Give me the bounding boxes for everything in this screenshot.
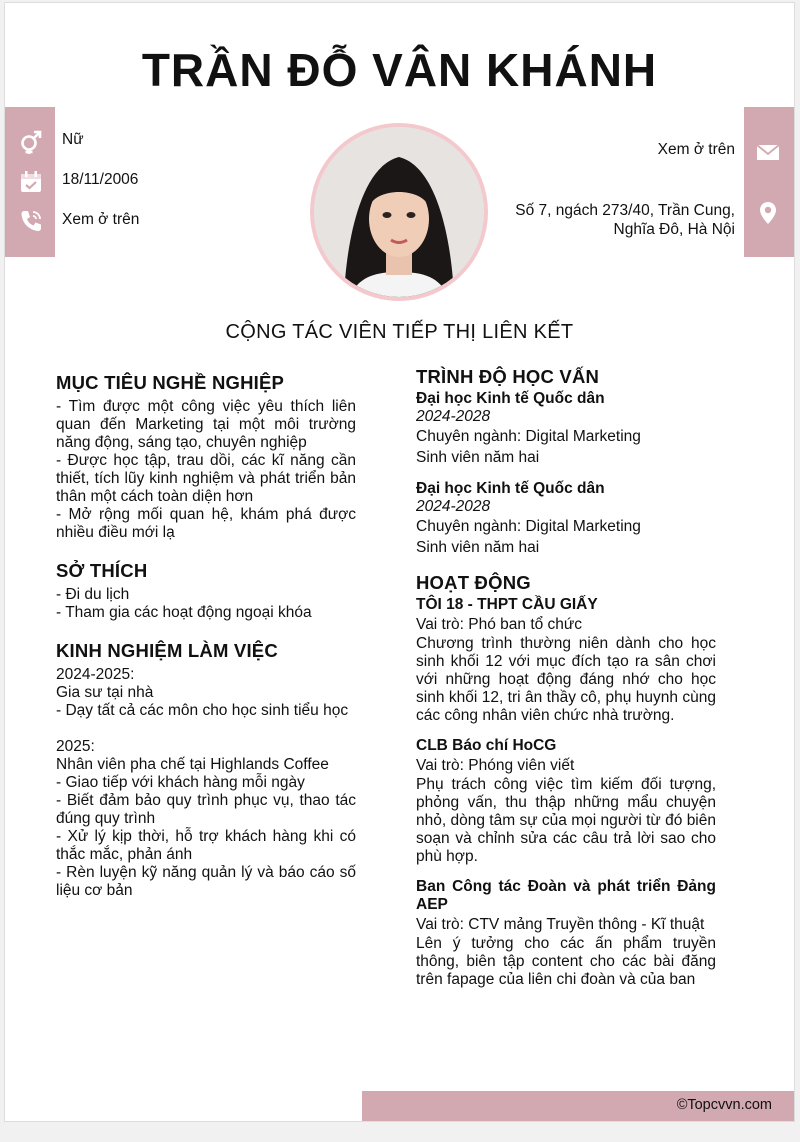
address-line-2: Nghĩa Đô, Hà Nội — [613, 221, 735, 238]
phone-icon — [18, 208, 44, 234]
job-detail: - Rèn luyện kỹ năng quản lý và báo cáo số liệu cơ bản — [56, 864, 356, 899]
activity-desc: Phụ trách công việc tìm kiếm đối tượng, phỏng vấn, thu thập những mẩu chuyện nhỏ, dòng tâm sự của mọi người từ đó biên soạn và chỉnh sửa các câu trả lời sao cho phù hợp. — [416, 776, 716, 865]
job-detail: - Xử lý kịp thời, hỗ trợ khách hàng khi có thắc mắc, phản ánh — [56, 828, 356, 863]
education-period: 2024-2028 — [416, 408, 491, 425]
hobbies-title: SỞ THÍCH — [56, 560, 148, 581]
job-position: CỘNG TÁC VIÊN TIẾP THỊ LIÊN KẾT — [225, 321, 574, 343]
right-contact-bar — [744, 107, 794, 257]
education-period: 2024-2028 — [416, 498, 491, 515]
birthday-value: 18/11/2006 — [62, 171, 139, 188]
objective-item: - Mở rộng mối quan hệ, khám phá được nhiều điều mới lạ — [56, 506, 356, 541]
right-column — [416, 368, 716, 989]
education-status: Sinh viên năm hai — [416, 449, 540, 466]
education-section — [416, 368, 716, 558]
job-detail: - Giao tiếp với khách hàng mỗi ngày — [56, 774, 305, 791]
job-role: Gia sư tại nhà — [56, 684, 154, 701]
left-column — [56, 368, 356, 916]
activity-role: Vai trò: CTV mảng Truyền thông - Kĩ thuật — [416, 916, 705, 933]
activity-org: CLB Báo chí HoCG — [416, 737, 557, 754]
objective-item: - Được học tập, trau dồi, các kĩ năng cần thiết, tích lũy kinh nghiệm và phát triển bản thân một cách toàn diện hơn — [56, 452, 356, 505]
experience-section — [56, 642, 356, 900]
left-contact-bar — [5, 107, 55, 257]
education-major: Chuyên ngành: Digital Marketing — [416, 428, 641, 445]
school-name: Đại học Kinh tế Quốc dân — [416, 390, 605, 407]
gender-value: Nữ — [62, 131, 84, 148]
education-status: Sinh viên năm hai — [416, 539, 540, 556]
job-detail: - Biết đảm bảo quy trình phục vụ, thao tác đúng quy trình — [56, 792, 356, 827]
address-value — [515, 201, 735, 239]
objective-title: MỤC TIÊU NGHỀ NGHIỆP — [56, 372, 285, 393]
footer-credit: ©Topcvvn.com — [676, 1097, 772, 1113]
hobby-item: - Tham gia các hoạt động ngoại khóa — [56, 604, 312, 621]
school-name: Đại học Kinh tế Quốc dân — [416, 480, 605, 497]
footer-bar — [362, 1091, 794, 1121]
activity-org: TÔI 18 - THPT CẦU GIẤY — [416, 596, 598, 613]
cv-page — [4, 2, 795, 1122]
profile-photo — [310, 123, 488, 301]
objective-section — [56, 374, 356, 542]
address-line-1: Số 7, ngách 273/40, Trần Cung, — [515, 202, 735, 219]
activities-title: HOẠT ĐỘNG — [416, 572, 531, 593]
full-name: TRẦN ĐỖ VÂN KHÁNH — [141, 44, 658, 96]
objective-item: - Tìm được một công việc yêu thích liên quan đến Marketing tại một môi trường năng động, sáng tạo, chuyên nghiệp — [56, 398, 356, 451]
activity-desc: Chương trình thường niên dành cho học sinh khối 12 với mục đích tạo ra sân chơi với những hoạt động đáng nhớ cho học sinh khối 12, tri ân thầy cô, phụ huynh cùng các công nhân viên chức nhà trường. — [416, 635, 716, 724]
activity-org: Ban Công tác Đoàn và phát triển Đảng AEP — [416, 878, 716, 913]
activities-section — [416, 574, 716, 989]
email-icon — [755, 139, 781, 165]
experience-title: KINH NGHIỆM LÀM VIỆC — [56, 640, 278, 661]
hobbies-section — [56, 562, 356, 622]
job-detail: - Dạy tất cả các môn cho học sinh tiểu học — [56, 702, 349, 719]
activity-role: Vai trò: Phóng viên viết — [416, 757, 575, 774]
phone-value: Xem ở trên — [62, 211, 140, 228]
education-title: TRÌNH ĐỘ HỌC VẤN — [416, 366, 600, 387]
education-major: Chuyên ngành: Digital Marketing — [416, 518, 641, 535]
job-period: 2025: — [56, 738, 95, 755]
email-value: Xem ở trên — [657, 141, 735, 158]
calendar-icon — [18, 169, 44, 195]
activity-role: Vai trò: Phó ban tổ chức — [416, 616, 583, 633]
job-period: 2024-2025: — [56, 666, 135, 683]
job-role: Nhân viên pha chế tại Highlands Coffee — [56, 756, 329, 773]
hobby-item: - Đi du lịch — [56, 586, 130, 603]
gender-icon — [18, 129, 44, 155]
location-pin-icon — [755, 200, 781, 226]
activity-desc: Lên ý tưởng cho các ấn phẩm truyền thông, biên tập content cho các bài đăng trên fapage của liên chi đoàn và của ban — [416, 935, 716, 988]
